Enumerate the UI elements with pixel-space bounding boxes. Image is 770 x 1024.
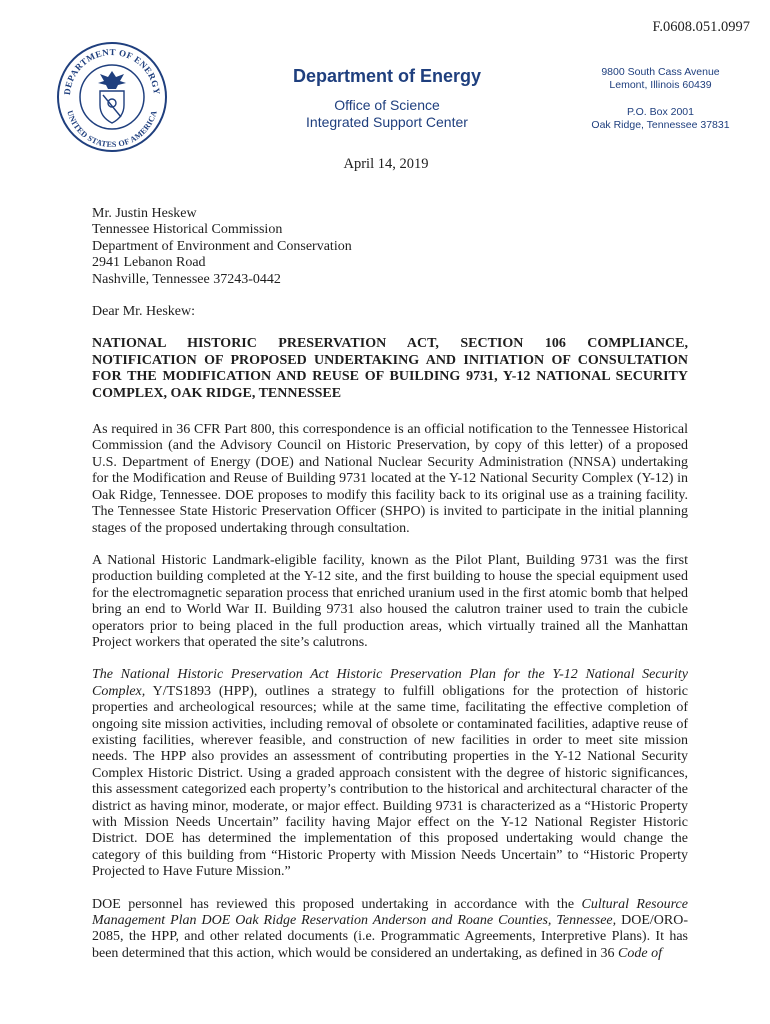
address-line: Oak Ridge, Tennessee 37831: [591, 118, 730, 131]
cfr-title-fragment: Code of: [618, 945, 662, 961]
shield-icon: [100, 91, 124, 123]
center-name: Integrated Support Center: [306, 114, 468, 130]
recipient-name: Mr. Justin Heskew: [92, 206, 197, 221]
eagle-icon: [98, 71, 126, 89]
salutation: Dear Mr. Heskew:: [92, 304, 196, 320]
review-text-start: DOE personnel has reviewed this proposed undertaking in accordance with the: [92, 896, 582, 912]
hpp-text: Y/TS1893 (HPP), outlines a strategy to fulfill obligations for the protection of historic properties and archeological resources; while at the same time, facilitating the effective completion of ongoing site mission activities, including removal of obsolete or contaminated facilities, adaptive reuse of existing facilities, wherever feasible, and construction of new facilities in order to meet site mission needs. The HPP also provides an assessment of contributing properties in the Y-12 National Security Complex Historic District. Using a graded approach consistent with the degree of historic significances, this assessment categorized each property’s contribution to the historical and architectural character of the district as having minor, moderate, or major effect. Building 9731 is characterized as a “Historic Property with Mission Needs Uncertain” facility having Major effect on the Y-12 National Register Historic District. DOE has determined the implementation of this proposed undertaking would change the category of this building from “Historic Property with Mission Needs Uncertain” to “Historic Property Projected to Have Future Mission.”: [92, 683, 688, 880]
document-number: F.0608.051.0997: [652, 19, 750, 35]
address-line: Lemont, Illinois 60439: [609, 78, 712, 91]
recipient-department: Department of Environment and Conservation: [92, 238, 352, 254]
hpp-title: The National Historic Preservation Act Historic Preservation Plan for the Y-12 National Security Complex,: [92, 667, 688, 699]
recipient-organization: Tennessee Historical Commission: [92, 222, 283, 238]
seal-bottom-text: UNITED STATES OF AMERICA: [65, 109, 159, 150]
paragraph-pilot-plant: A National Historic Landmark-eligible facility, known as the Pilot Plant, Building 9731 was the first production building completed at the Y-12 site, and the first building to house the special equipment used for the electromagnetic separation process that enriched uranium used in the first atomic bomb that helped bring an end to World War II. Building 9731 also housed the calutron trainer used to train the cubicle operators prior to being placed in the full production areas, which virtually trained all the Manhattan Project workers that operated the site’s calutrons.: [92, 552, 688, 650]
lemont-address: [578, 66, 743, 91]
paragraph-hpp: [92, 667, 688, 880]
department-seal: [56, 41, 168, 153]
oak-ridge-address: [578, 106, 743, 131]
paragraph-notification: As required in 36 CFR Part 800, this correspondence is an official notification to the Tennessee Historical Commission (and the Advisory Council on Historic Preservation, by copy of this letter) of a proposed U.S. Department of Energy (DOE) and National Nuclear Security Administration (NNSA) undertaking for the Modification and Reuse of Building 9731 located at the Y-12 National Security Complex (Y-12) in Oak Ridge, Tennessee. DOE proposes to modify this facility back to its original use as a training facility. The Tennessee State Historic Preservation Officer (SHPO) is invited to participate in the initial planning stages of the proposed undertaking through consultation.: [92, 422, 688, 536]
recipient-address: [92, 206, 688, 288]
seal-outer-ring: [58, 43, 166, 151]
paragraph-review: [92, 897, 688, 963]
letter-date: April 14, 2019: [343, 156, 429, 172]
letter-body: [92, 206, 688, 978]
recipient-street: 2941 Lebanon Road: [92, 255, 206, 271]
agency-name: Department of Energy: [292, 66, 482, 86]
crmp-title: Cultural Resource Management Plan DOE Oak Ridge Reservation Anderson and Roane Counties, Tennessee,: [92, 896, 688, 929]
seal-top-text: DEPARTMENT OF ENERGY: [61, 46, 163, 96]
letterhead-addresses: [578, 66, 743, 131]
subject-line: NATIONAL HISTORIC PRESERVATION ACT, SECTION 106 COMPLIANCE, NOTIFICATION OF PROPOSED UNDERTAKING AND INITIATION OF CONSULTATION FOR THE MODIFICATION AND REUSE OF BUILDING 9731, Y-12 NATIONAL SECURITY COMPLEX, OAK RIDGE, TENNESSEE: [92, 336, 688, 401]
recipient-city: Nashville, Tennessee 37243-0442: [92, 271, 281, 287]
address-line: P.O. Box 2001: [627, 106, 694, 118]
office-name: Office of Science: [334, 97, 440, 113]
letterhead: [276, 66, 498, 131]
address-line: 9800 South Cass Avenue: [601, 66, 720, 78]
review-text-mid: DOE/ORO-2085, the HPP, and other related documents (i.e. Programmatic Agreements, Interpretive Plans). It has been determined that this action, which would be considered an undertaking, as defined in 36: [92, 913, 689, 961]
